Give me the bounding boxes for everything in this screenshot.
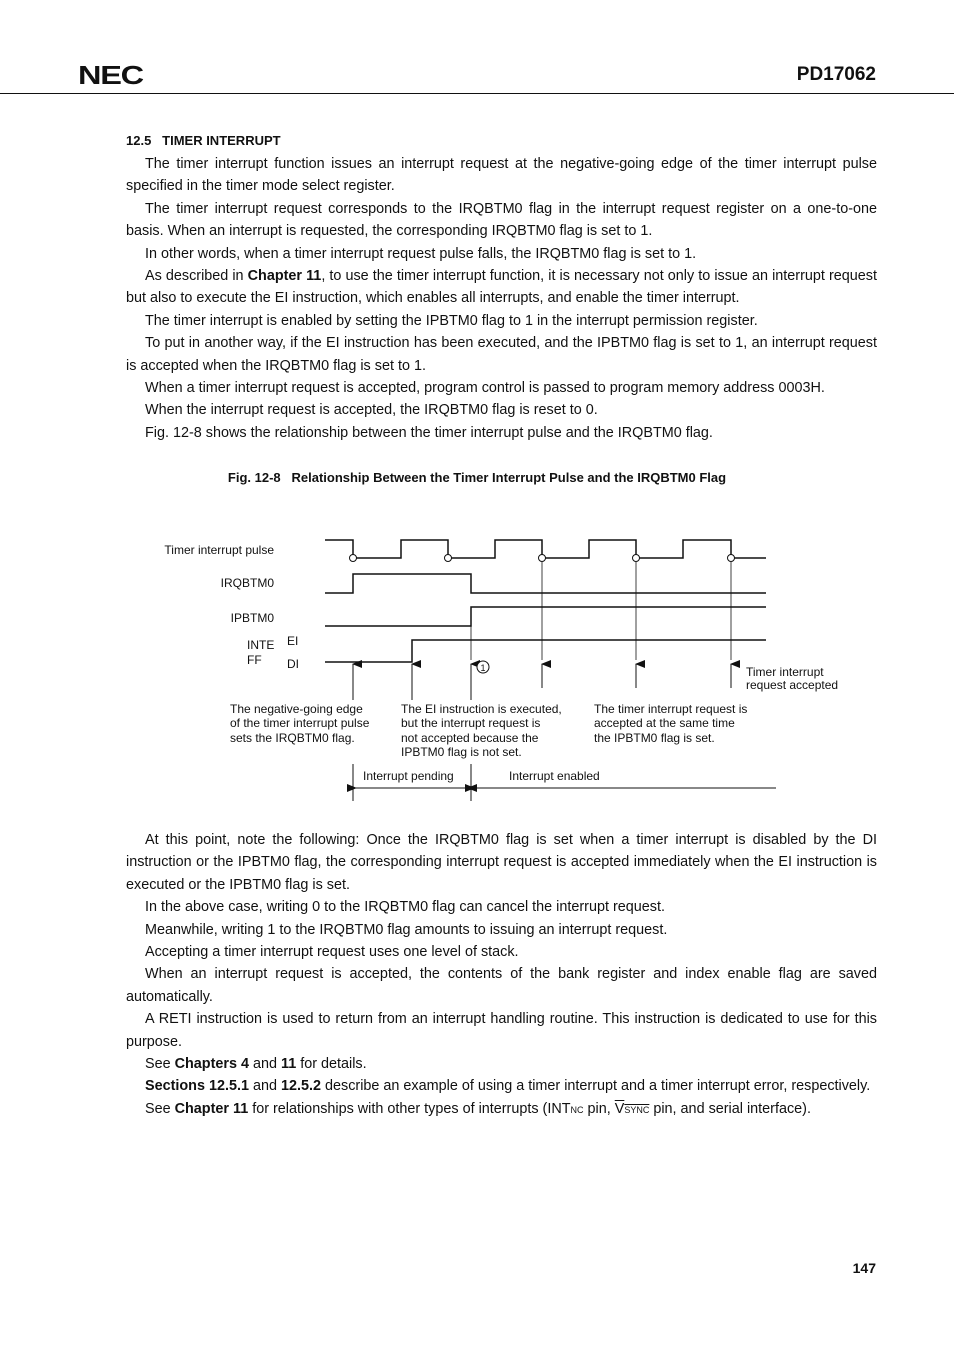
paragraph: Meanwhile, writing 1 to the IRQBTM0 flag amounts to issuing an interrupt request. <box>145 921 668 938</box>
note-3: accepted at the same time <box>594 716 735 730</box>
note-3: The timer interrupt request is <box>594 702 748 716</box>
nec-logo: NEC <box>78 60 143 90</box>
page-number: 147 <box>852 1260 876 1276</box>
label-inte: INTE <box>247 638 275 652</box>
paragraph: At this point, note the following: Once the IRQBTM0 flag is set when a timer interrupt is disabled by the DI instruction or the IPBTM0 flag, the corresponding interrupt request is accepted immediately when the EI instruction is executed or the IPBTM0 flag is set. <box>126 832 877 893</box>
body-text-bottom <box>126 829 877 1121</box>
paragraph: When the interrupt request is accepted, the IRQBTM0 flag is reset to 0. <box>145 402 598 419</box>
paragraph: The timer interrupt is enabled by setting the IPBTM0 flag to 1 in the interrupt permission register. <box>145 312 758 329</box>
label-irqbtm0: IRQBTM0 <box>220 576 274 590</box>
note-1: sets the IRQBTM0 flag. <box>230 731 355 745</box>
note-1: The negative-going edge <box>230 702 363 716</box>
note-2: IPBTM0 flag is not set. <box>401 745 522 759</box>
label-timer-pulse: Timer interrupt pulse <box>164 543 274 557</box>
label-ff: FF <box>247 653 262 667</box>
ipbtm0-waveform <box>325 607 766 626</box>
note-2: not accepted because the <box>401 731 539 745</box>
paragraph: To put in another way, if the EI instruction has been executed, and the IPBTM0 flag is set to 1, an interrupt request is accepted when the IRQBTM0 flag is set to 1. <box>126 335 877 374</box>
paragraph: When a timer interrupt request is accepted, program control is passed to program memory address 0003H. <box>145 380 825 397</box>
note-1: of the timer interrupt pulse <box>230 716 370 730</box>
accepted-note: request accepted <box>746 678 839 692</box>
inte-ff-waveform <box>325 640 766 662</box>
enabled-label: Interrupt enabled <box>509 769 600 783</box>
paragraph: In the above case, writing 0 to the IRQBTM0 flag can cancel the interrupt request. <box>145 899 665 916</box>
paragraph: Sections 12.5.1 and 12.5.2 describe an example of using a timer interrupt and a timer interrupt error, respectively. <box>145 1078 871 1095</box>
label-di: DI <box>287 657 299 671</box>
irqbtm0-waveform <box>325 574 766 593</box>
circled-marker-number: 1 <box>480 663 486 673</box>
label-ipbtm0: IPBTM0 <box>230 611 274 625</box>
note-2: The EI instruction is executed, <box>401 702 562 716</box>
paragraph: When an interrupt request is accepted, the contents of the bank register and index enable flag are saved automatically. <box>126 966 877 1005</box>
accepted-note: Timer interrupt <box>746 665 824 679</box>
paragraph: Fig. 12-8 shows the relationship between the timer interrupt pulse and the IRQBTM0 flag. <box>145 424 713 441</box>
paragraph: See Chapter 11 for relationships with other types of interrupts (INTNC pin, VSYNC pin, and serial interface). <box>145 1100 811 1117</box>
edge-marker <box>633 555 640 562</box>
edge-marker <box>445 555 452 562</box>
paragraph: Accepting a timer interrupt request uses one level of stack. <box>145 944 519 961</box>
pulse-waveform <box>325 540 766 558</box>
edge-marker <box>350 555 357 562</box>
paragraph: The timer interrupt request corresponds to the IRQBTM0 flag in the interrupt request register on a one-to-one basis. When an interrupt is requested, the corresponding IRQBTM0 flag is set to 1. <box>126 200 877 240</box>
paragraph: In other words, when a timer interrupt request pulse falls, the IRQBTM0 flag is set to 1. <box>145 245 697 262</box>
document-id: PD17062 <box>796 64 876 85</box>
pending-label: Interrupt pending <box>363 769 454 783</box>
paragraph: A RETI instruction is used to return from an interrupt handling routine. This instruction is dedicated to use for this purpose. <box>126 1011 877 1050</box>
section-heading: 12.5 TIMER INTERRUPT <box>126 133 281 148</box>
paragraph: See Chapters 4 and 11 for details. <box>145 1056 367 1073</box>
note-2: but the interrupt request is <box>401 716 541 730</box>
label-ei: EI <box>287 634 299 648</box>
paragraph: The timer interrupt function issues an interrupt request at the negative-going edge of the timer interrupt pulse specified in the timer mode select register. <box>126 156 877 195</box>
figure-caption: Fig. 12-8 Relationship Between the Timer Interrupt Pulse and the IRQBTM0 Flag <box>227 470 727 485</box>
paragraph: As described in Chapter 11, to use the timer interrupt function, it is necessary not only to issue an interrupt request but also to execute the EI instruction, which enables all interrupts, and enable the timer interrupt. <box>126 268 877 307</box>
edge-marker <box>539 555 546 562</box>
note-3: the IPBTM0 flag is set. <box>594 731 715 745</box>
edge-marker <box>728 555 735 562</box>
